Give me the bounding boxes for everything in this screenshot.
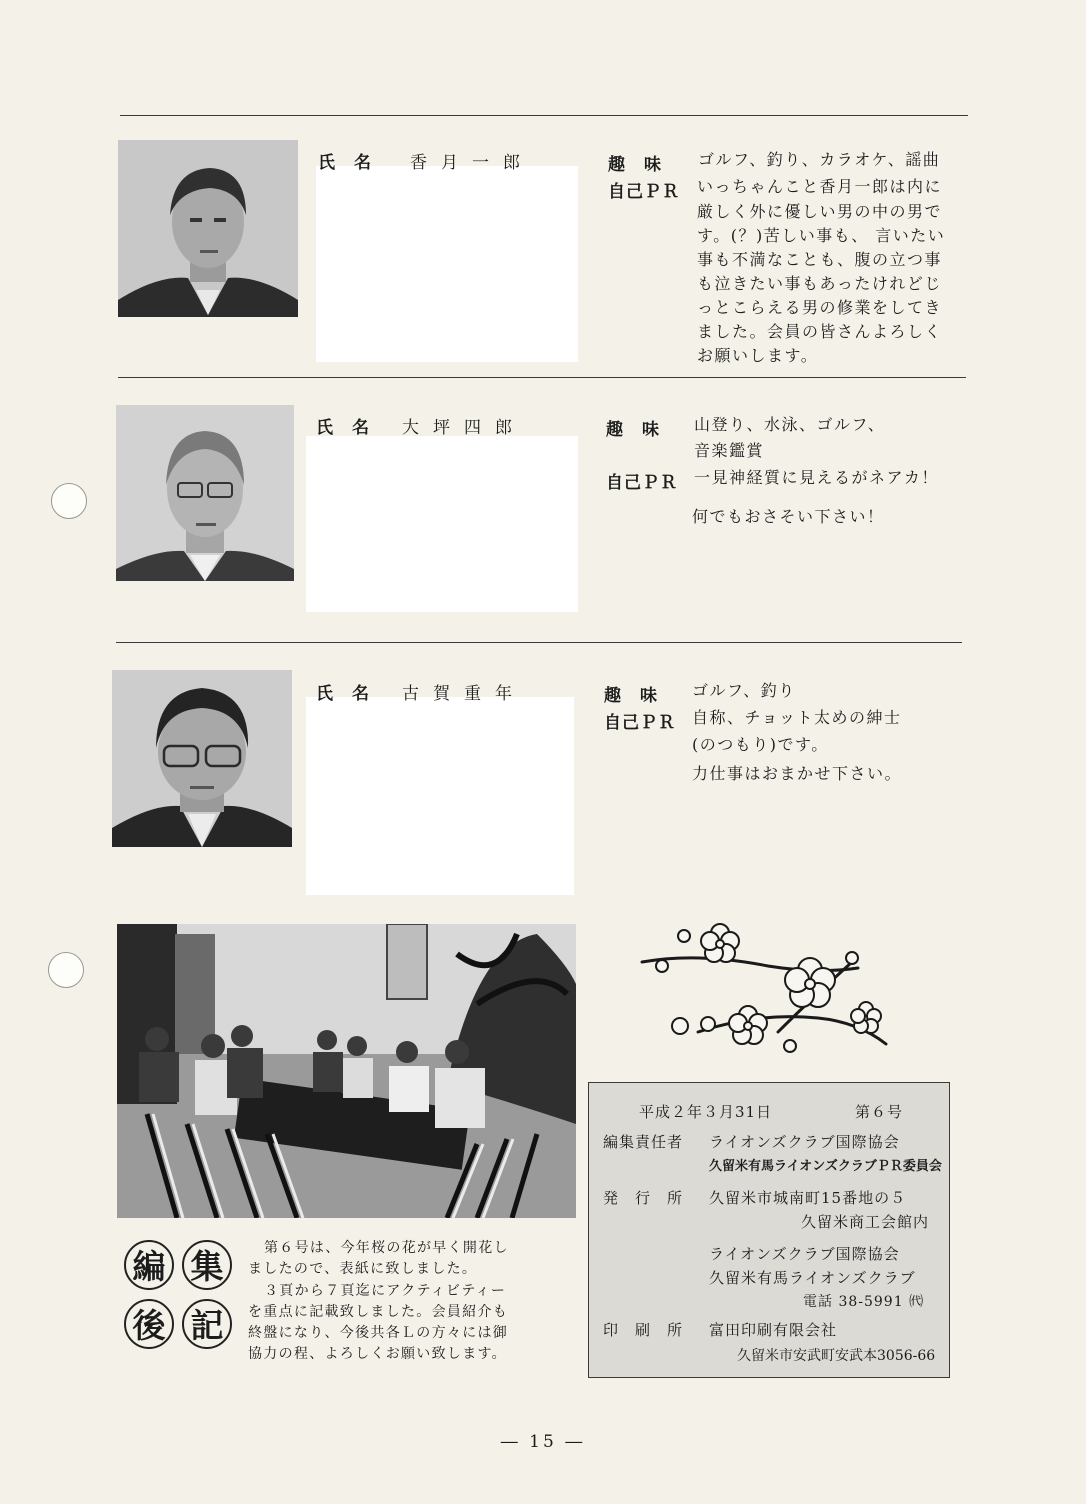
member-2-hobby-line-2: 音楽鑑賞 xyxy=(694,441,765,460)
editorial-title-char-3: 後 xyxy=(124,1299,174,1349)
member-photo-2 xyxy=(116,405,294,581)
editorial-line: ３頁から７頁迄にアクティビティー xyxy=(264,1283,507,1299)
editorial-line: 第６号は、今年桜の花が早く開花し xyxy=(264,1240,509,1256)
member-2-hobby-line-1: 山登り、水泳、ゴルフ、 xyxy=(694,415,886,434)
editorial-title-char-4: 記 xyxy=(182,1299,232,1349)
colophon-printer-label: 印 刷 所 xyxy=(603,1321,684,1339)
divider-rule-2 xyxy=(116,642,962,643)
pr-line: す。(？)苦しい事も、 言いたい xyxy=(697,226,946,245)
editorial-title-char-2: 集 xyxy=(182,1240,232,1290)
plum-blossom-illustration xyxy=(638,922,894,1056)
colophon-publisher-address-1: 久留米市城南町15番地の５ xyxy=(709,1189,907,1207)
colophon-editor-label: 編集責任者 xyxy=(603,1133,684,1151)
colophon-editor-1: ライオンズクラブ国際協会 xyxy=(709,1133,900,1151)
editorial-line: 終盤になり、今後共各Ｌの方々には御 xyxy=(248,1325,509,1341)
colophon-issue: 第６号 xyxy=(855,1103,904,1121)
colophon-box xyxy=(588,1082,950,1378)
member-3-pr-line-2: (のつもり)です。 xyxy=(692,735,829,754)
editorial-title-char-1: 編 xyxy=(124,1240,174,1290)
editorial-line: ましたので、表紙に致しました。 xyxy=(248,1261,478,1277)
member-photo-3 xyxy=(112,670,292,847)
binder-hole-2 xyxy=(48,952,84,988)
member-2-name-label: 氏 名 xyxy=(316,418,370,438)
colophon-printer-name: 富田印刷有限会社 xyxy=(709,1321,838,1339)
meeting-photo xyxy=(117,924,576,1218)
member-2-hobby-label: 趣 味 xyxy=(606,420,660,440)
editorial-line: を重点に記載致しました。会員紹介も xyxy=(248,1304,509,1320)
colophon-date: 平成２年３月31日 xyxy=(639,1103,773,1121)
member-2-pr-line-2: 何でもおさそい下さい！ xyxy=(692,507,885,526)
member-1-hobby: ゴルフ、釣り、カラオケ、謡曲 xyxy=(698,150,941,169)
redacted-area-3 xyxy=(306,697,574,895)
member-2-name: 大坪四郎 xyxy=(402,418,526,438)
colophon-publisher-org-2: 久留米有馬ライオンズクラブ xyxy=(709,1269,916,1287)
pr-line: お願いします。 xyxy=(697,346,819,365)
member-1-name: 香月一郎 xyxy=(410,153,534,173)
colophon-printer-address: 久留米市安武町安武本3056-66 xyxy=(737,1348,936,1364)
colophon-phone: 電話 38-5991 ㈹ xyxy=(803,1294,925,1310)
member-3-pr-label: 自己ＰＲ xyxy=(604,713,676,733)
member-3-hobby-label: 趣 味 xyxy=(604,686,658,706)
binder-hole-1 xyxy=(51,483,87,519)
colophon-publisher-org-1: ライオンズクラブ国際協会 xyxy=(709,1245,900,1263)
top-rule xyxy=(120,115,968,116)
member-3-name-label: 氏 名 xyxy=(316,684,370,704)
pr-line: ました。会員の皆さんよろしく xyxy=(697,322,943,341)
pr-line: 事も不満なことも、腹の立つ事 xyxy=(697,250,943,269)
member-1-hobby-label: 趣 味 xyxy=(608,155,662,175)
redacted-area-2 xyxy=(306,436,578,612)
member-1-pr-label: 自己ＰＲ xyxy=(608,182,680,202)
member-3-hobby: ゴルフ、釣り xyxy=(692,681,796,700)
member-2-pr-label: 自己ＰＲ xyxy=(606,473,678,493)
page-number: ― 15 ― xyxy=(500,1432,586,1452)
pr-line: 厳しく外に優しい男の中の男で xyxy=(697,202,943,221)
member-3-name: 古賀重年 xyxy=(402,684,526,704)
member-1-name-label: 氏 名 xyxy=(318,153,372,173)
pr-line: も泣きたい事もあったけれどじ xyxy=(697,274,942,293)
colophon-publisher-address-2: 久留米商工会館内 xyxy=(801,1213,930,1231)
editorial-line: 協力の程、よろしくお願い致します。 xyxy=(248,1346,507,1362)
member-3-pr-line-1: 自称、チョット太めの紳士 xyxy=(692,708,902,727)
pr-line: いっちゃんこと香月一郎は内に xyxy=(697,177,943,196)
pr-line: っとこらえる男の修業をしてき xyxy=(697,298,943,317)
redacted-area-1 xyxy=(316,166,578,362)
member-2-pr-line-1: 一見神経質に見えるがネアカ！ xyxy=(694,468,939,487)
member-3-pr-line-3: 力仕事はおまかせ下さい。 xyxy=(692,764,903,783)
colophon-editor-2: 久留米有馬ライオンズクラブＰＲ委員会 xyxy=(709,1159,942,1174)
member-photo-1 xyxy=(118,140,298,317)
divider-rule-1 xyxy=(118,377,966,378)
colophon-publisher-label: 発 行 所 xyxy=(603,1189,684,1207)
